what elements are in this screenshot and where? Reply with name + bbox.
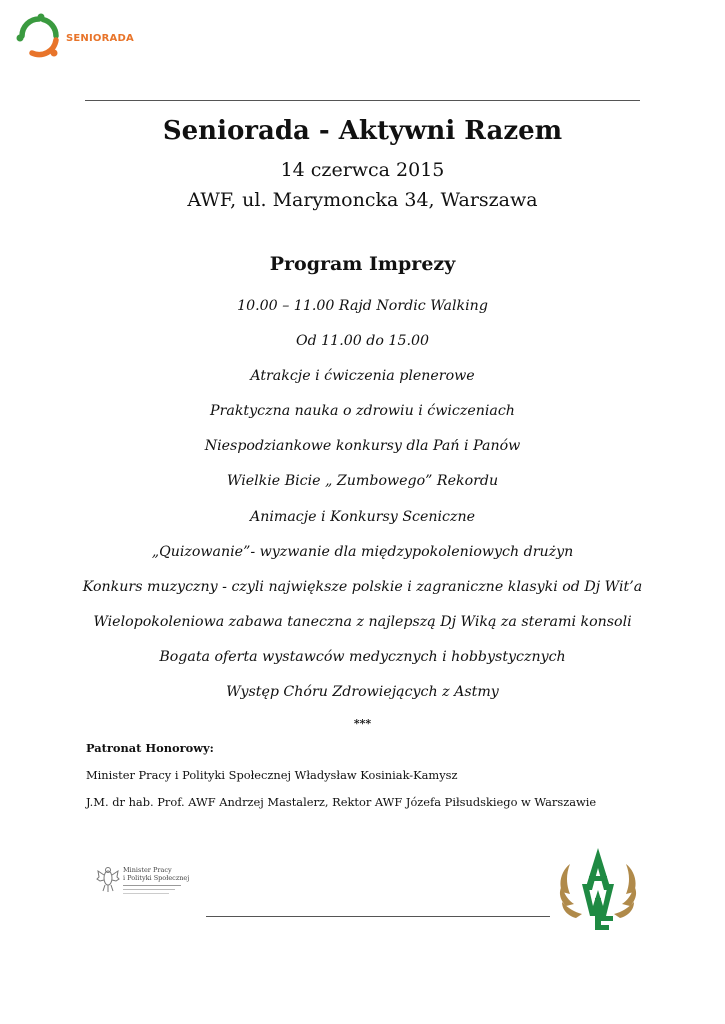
seniorada-logo-icon [14,12,64,62]
top-divider [85,100,640,101]
program-item: Animacje i Konkursy Sceniczne [249,508,476,525]
patronage-section [86,741,596,809]
seniorada-logo [14,12,134,62]
event-title: Seniorada - Aktywni Razem [162,116,563,146]
program-item: Atrakcje i ćwiczenia plenerowe [250,368,475,385]
logo-brand-name: SENIORADA [66,33,134,44]
program-item: Wielopokoleniowa zabawa taneczna z najlepszą Dj Wiką za sterami konsoli [93,613,632,630]
signature-line [206,916,550,917]
patron-entry: J.M. dr hab. Prof. AWF Andrzej Mastalerz, Rektor AWF Józefa Piłsudskiego w Warszawie [86,795,597,809]
program-item: Praktyczna nauka o zdrowiu i ćwiczeniach [210,403,515,420]
program-item: 10.00 – 11.00 Rajd Nordic Walking [237,298,488,314]
program-item: Od 11.00 do 15.00 [295,333,430,350]
eagle-emblem-icon [96,865,120,895]
ministry-logo-text: Minister Pracy i Polityki Społecznej [123,867,189,894]
program-list [0,294,725,715]
awf-logo [556,846,640,932]
program-item: Wielkie Bicie „ Zumbowego” Rekordu [226,473,499,490]
section-separator: *** [353,717,372,730]
patronage-heading: Patronat Honorowy: [86,741,214,755]
event-venue: AWF, ul. Marymoncka 34, Warszawa [187,189,538,211]
program-item: „Quizowanie”- wyzwanie dla międzypokoleniowych drużyn [151,543,574,560]
program-heading: Program Imprezy [269,253,456,275]
program-item: Konkurs muzyczny - czyli największe polskie i zagraniczne klasyki od Dj Wit’a [82,578,643,595]
program-item: Bogata oferta wystawców medycznych i hobbystycznych [159,648,566,665]
program-item: Występ Chóru Zdrowiejących z Astmy [226,684,499,701]
awf-emblem-icon [556,846,640,932]
ministry-logo [96,865,196,897]
patron-entry: Minister Pracy i Polityki Społecznej Władysław Kosiniak-Kamysz [86,768,458,782]
event-date: 14 czerwca 2015 [280,159,445,181]
program-item: Niespodziankowe konkursy dla Pań i Panów [204,438,521,455]
